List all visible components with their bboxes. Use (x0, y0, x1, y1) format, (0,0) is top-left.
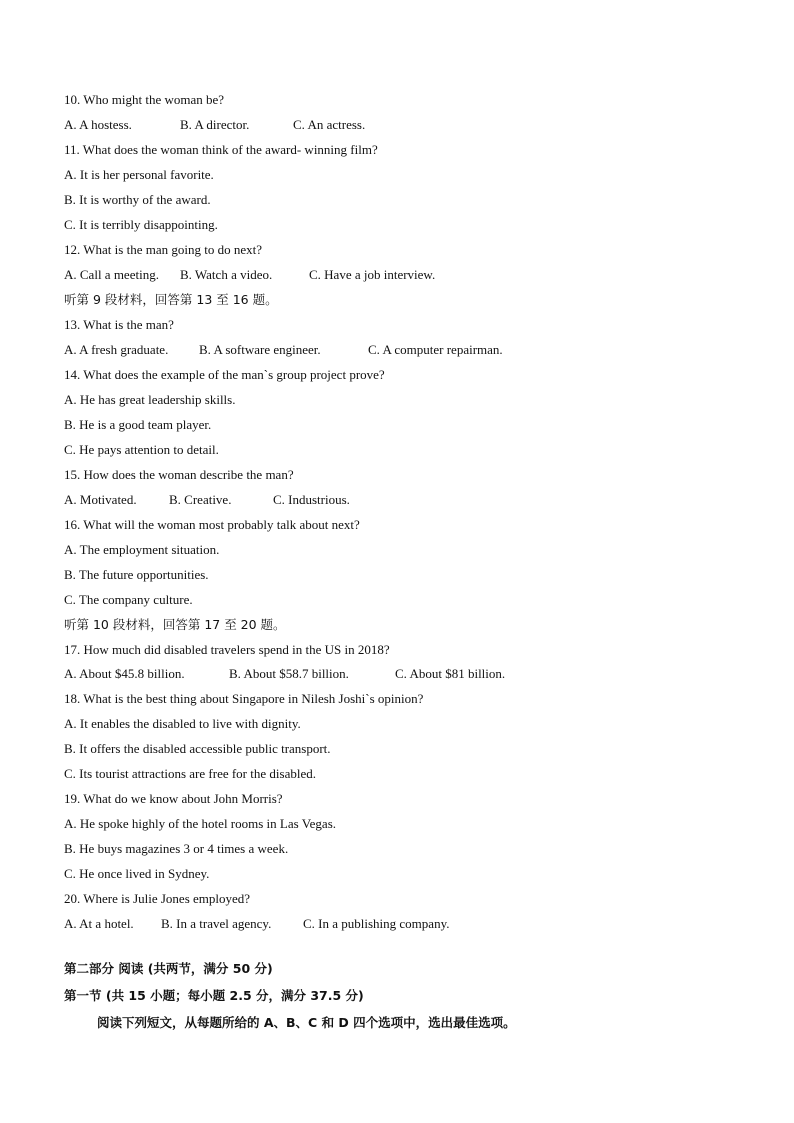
option-a: A. Call a meeting. (64, 267, 159, 282)
option-a: A. At a hotel. (64, 916, 134, 931)
option-a: A. He has great leadership skills. (64, 392, 236, 407)
question-10: 10. Who might the woman be? (64, 92, 225, 107)
option-b: B. The future opportunities. (64, 567, 209, 582)
option-c: C. Have a job interview. (309, 267, 436, 282)
question-12: 12. What is the man going to do next? (64, 242, 262, 257)
question-17-options (64, 666, 505, 682)
option-c: C. Its tourist attractions are free for the disabled. (64, 766, 316, 781)
option-c: C. An actress. (293, 117, 366, 132)
question-20: 20. Where is Julie Jones employed? (64, 891, 251, 906)
section-instruction-10: 听第 10 段材料，回答第 17 至 20 题。 (64, 617, 286, 632)
option-b: B. Watch a video. (180, 267, 273, 282)
question-15: 15. How does the woman describe the man? (64, 467, 294, 482)
option-b: B. About $58.7 billion. (229, 666, 349, 681)
option-c: C. A computer repairman. (368, 342, 503, 357)
question-11: 11. What does the woman think of the award- winning film? (64, 142, 378, 157)
question-15-options (64, 492, 350, 508)
option-c: C. He pays attention to detail. (64, 442, 219, 457)
option-b: B. Creative. (169, 492, 232, 507)
option-c: C. In a publishing company. (303, 916, 450, 931)
option-c: C. Industrious. (273, 492, 350, 507)
part-heading: 第二部分 阅读 (共两节，满分 50 分) (64, 961, 273, 976)
question-12-options (64, 267, 435, 283)
option-b: B. A software engineer. (199, 342, 321, 357)
option-a: A. Motivated. (64, 492, 137, 507)
option-a: A. A fresh graduate. (64, 342, 169, 357)
question-13-options (64, 342, 503, 358)
option-b: B. It offers the disabled accessible public transport. (64, 741, 331, 756)
option-b: B. In a travel agency. (161, 916, 272, 931)
section-instruction-9: 听第 9 段材料，回答第 13 至 16 题。 (64, 292, 278, 307)
question-10-options (64, 117, 365, 133)
option-a: A. He spoke highly of the hotel rooms in Las Vegas. (64, 816, 336, 831)
subsection-heading: 第一节 (共 15 小题；每小题 2.5 分，满分 37.5 分) (64, 988, 364, 1003)
option-c: C. About $81 billion. (395, 666, 506, 681)
option-a: A. About $45.8 billion. (64, 666, 185, 681)
option-c: C. He once lived in Sydney. (64, 866, 210, 881)
option-a: A. It enables the disabled to live with dignity. (64, 716, 301, 731)
option-a: A. A hostess. (64, 117, 132, 132)
option-b: B. A director. (180, 117, 250, 132)
option-a: A. The employment situation. (64, 542, 220, 557)
question-16: 16. What will the woman most probably talk about next? (64, 517, 360, 532)
question-19: 19. What do we know about John Morris? (64, 791, 283, 806)
question-18: 18. What is the best thing about Singapore in Nilesh Joshi`s opinion? (64, 691, 424, 706)
question-17: 17. How much did disabled travelers spend in the US in 2018? (64, 642, 390, 657)
question-20-options (64, 916, 449, 932)
option-b: B. It is worthy of the award. (64, 192, 211, 207)
reading-instruction: 阅读下列短文，从每题所给的 A、B、C 和 D 四个选项中，选出最佳选项。 (97, 1015, 516, 1030)
option-b: B. He buys magazines 3 or 4 times a week. (64, 841, 289, 856)
option-a: A. It is her personal favorite. (64, 167, 214, 182)
question-14: 14. What does the example of the man`s group project prove? (64, 367, 385, 382)
option-b: B. He is a good team player. (64, 417, 212, 432)
question-13: 13. What is the man? (64, 317, 174, 332)
option-c: C. It is terribly disappointing. (64, 217, 218, 232)
option-c: C. The company culture. (64, 592, 193, 607)
